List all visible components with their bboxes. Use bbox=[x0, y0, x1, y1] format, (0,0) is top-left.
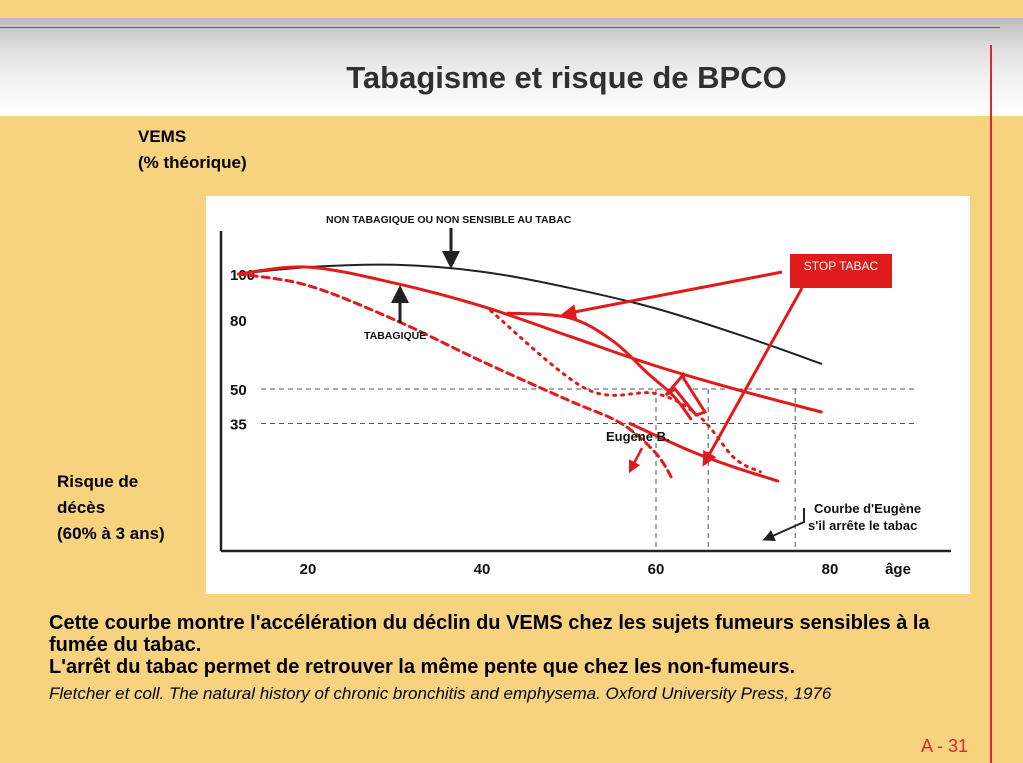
stop-tabac-arrow-2 bbox=[704, 288, 802, 464]
risk-label-line3: (60% à 3 ans) bbox=[57, 524, 165, 543]
eugene-annotation: Eugène B. bbox=[606, 429, 670, 444]
non-smoker-annotation: NON TABAGIQUE OU NON SENSIBLE AU TABAC bbox=[326, 214, 572, 226]
smoker-annotation: TABAGIQUE bbox=[364, 330, 427, 342]
x-tick-label: 20 bbox=[299, 561, 317, 578]
series-line-5 bbox=[491, 311, 761, 472]
x-tick-label: 40 bbox=[473, 561, 491, 578]
eugene-stop-annotation-line2: s'il arrête le tabac bbox=[808, 518, 918, 533]
risk-label bbox=[57, 469, 165, 547]
y-tick-label: 50 bbox=[230, 382, 247, 399]
eugene-stop-pointer bbox=[768, 508, 804, 538]
chart-svg bbox=[206, 196, 970, 594]
stop-tabac-label: STOP TABAC bbox=[803, 259, 879, 273]
page-number: A - 31 bbox=[921, 736, 969, 756]
eugene-arrow bbox=[630, 448, 642, 471]
header-rule bbox=[0, 27, 1000, 28]
y-axis-label bbox=[138, 124, 247, 176]
y-tick-label: 35 bbox=[230, 416, 247, 434]
series-line-4 bbox=[508, 313, 691, 419]
y-axis-label-line1: VEMS bbox=[138, 127, 187, 146]
x-axis-title: âge bbox=[885, 561, 911, 578]
eugene-stop-annotation-line1: Courbe d'Eugène bbox=[814, 501, 922, 516]
citation: Fletcher et coll. The natural history of chronic bronchitis and emphysema. Oxford University Press, 1976 bbox=[49, 684, 832, 703]
y-tick-label: 100 bbox=[230, 267, 256, 284]
series-line-2 bbox=[238, 267, 821, 412]
x-tick-label: 60 bbox=[647, 561, 665, 578]
y-axis-label-line2: (% théorique) bbox=[138, 153, 247, 172]
risk-label-line1: Risque de bbox=[57, 472, 139, 491]
y-tick-label: 80 bbox=[230, 313, 247, 330]
body-line2: L'arrêt du tabac permet de retrouver la même pente que chez les non-fumeurs. bbox=[49, 656, 796, 678]
slide-title: Tabagisme et risque de BPCO bbox=[346, 60, 787, 95]
right-rule bbox=[990, 45, 992, 763]
chart bbox=[206, 196, 970, 594]
x-tick-label: 80 bbox=[821, 561, 839, 578]
body-line1: Cette courbe montre l'accélération du déclin du VEMS chez les sujets fumeurs sensibles à la fumée du tabac. bbox=[49, 612, 930, 656]
series-layer bbox=[238, 265, 821, 481]
risk-label-line2: décès bbox=[57, 498, 106, 517]
body-text bbox=[49, 612, 979, 678]
